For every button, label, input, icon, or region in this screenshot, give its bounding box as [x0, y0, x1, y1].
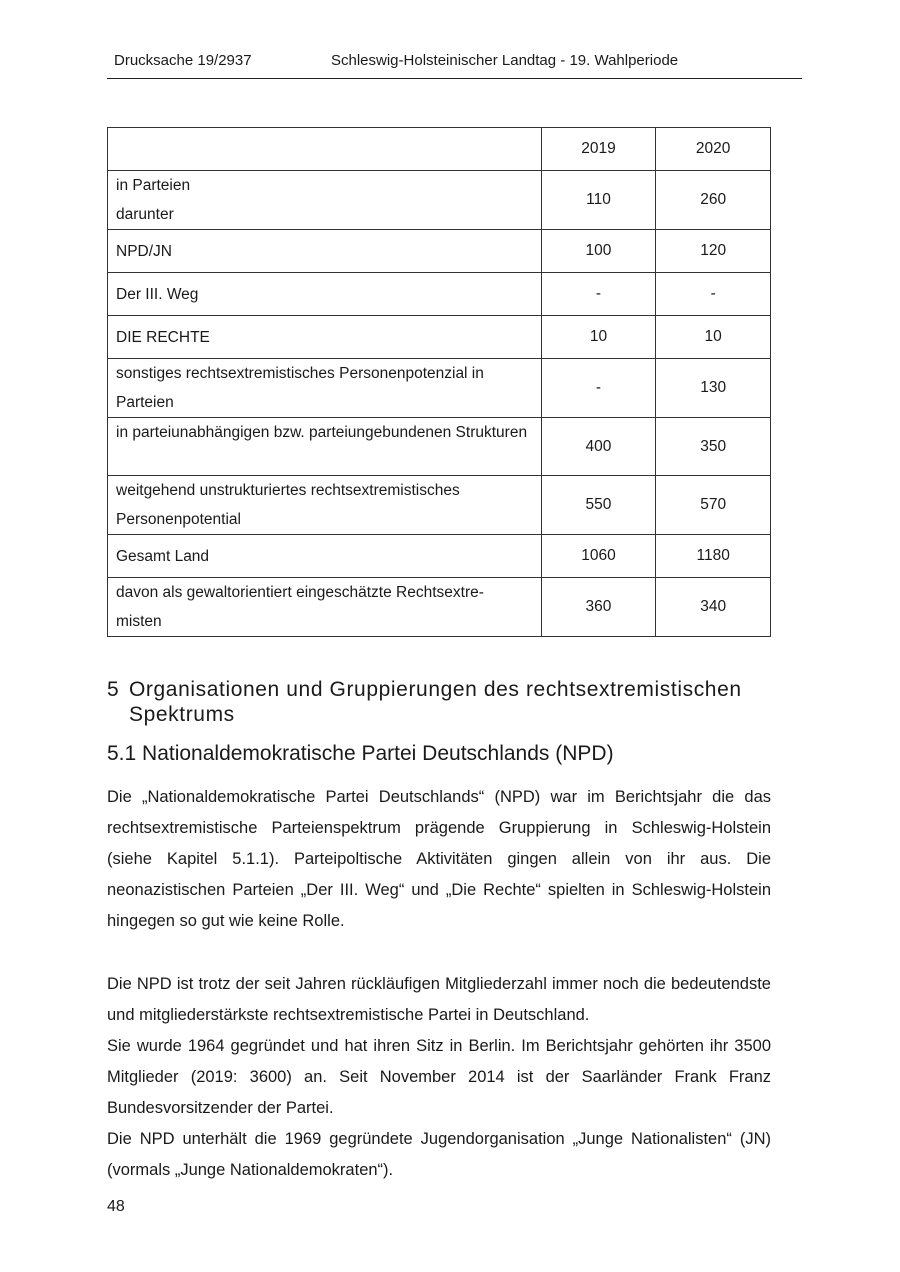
value-2020: 350	[656, 418, 771, 476]
row-label: weitgehend unstrukturiertes rechtsextremistisches Personenpotential	[108, 476, 542, 535]
value-2019: 1060	[541, 535, 656, 578]
table-row	[108, 316, 771, 359]
table-header-cell: 2019	[541, 128, 656, 171]
row-label	[108, 578, 542, 637]
value-2020: 130	[656, 359, 771, 418]
row-label: Der III. Weg	[108, 273, 542, 316]
row-label: NPD/JN	[108, 230, 542, 273]
table-row	[108, 418, 771, 476]
document-number: Drucksache 19/2937	[114, 52, 252, 69]
section-heading	[107, 677, 771, 727]
row-label	[108, 171, 542, 230]
value-2019: 550	[541, 476, 656, 535]
section-title-line2: Spektrums	[129, 703, 235, 726]
value-2019: 110	[541, 171, 656, 230]
row-label-text: in Parteien darunter	[116, 177, 191, 223]
body-paragraph: Die „Nationaldemokratische Partei Deutschlands“ (NPD) war im Berichtsjahr die das rechtsextremistische Parteienspektrum prägende Gruppierung in Schleswig-Holstein (siehe Kapitel 5.1.1). Parteipoltische Aktivitäten gingen allein von ihr aus. Die neonazistischen Parteien „Der III. Weg“ und „Die Rechte“ spielten in Schleswig-Holstein hingegen so gut wie keine Rolle.	[107, 788, 771, 930]
statistics-table	[107, 127, 771, 637]
value-2019: 360	[541, 578, 656, 637]
value-2019: 400	[541, 418, 656, 476]
table-row	[108, 230, 771, 273]
value-2019: -	[541, 359, 656, 418]
body-paragraph: Sie wurde 1964 gegründet und hat ihren Sitz in Berlin. Im Berichtsjahr gehörten ihr 3500 Mitglieder (2019: 3600) an. Seit November 2014 ist der Saarländer Frank Franz Bundesvorsitzender der Partei.	[107, 1037, 771, 1117]
table-row	[108, 578, 771, 637]
parliament-title: Schleswig-Holsteinischer Landtag - 19. Wahlperiode	[331, 52, 679, 69]
value-2019: -	[541, 273, 656, 316]
value-2020: 260	[656, 171, 771, 230]
value-2020: 1180	[656, 535, 771, 578]
page-number: 48	[107, 1198, 125, 1215]
value-2020: 340	[656, 578, 771, 637]
table-row	[108, 273, 771, 316]
row-label: DIE RECHTE	[108, 316, 542, 359]
table-header-row	[108, 128, 771, 171]
value-2020: -	[656, 273, 771, 316]
section-number: 5	[107, 678, 119, 701]
value-2020: 10	[656, 316, 771, 359]
row-label: in parteiunabhängigen bzw. parteiungebundenen Strukturen	[108, 418, 542, 476]
value-2020: 120	[656, 230, 771, 273]
table-header-cell	[108, 128, 542, 171]
table-row	[108, 476, 771, 535]
row-label-text: davon als gewaltorientiert eingeschätzte Rechtsextre- misten	[116, 584, 484, 630]
table-row	[108, 171, 771, 230]
subsection-heading: 5.1 Nationaldemokratische Partei Deutschlands (NPD)	[107, 742, 614, 765]
table-row	[108, 535, 771, 578]
table-row	[108, 359, 771, 418]
section-title-line1: Organisationen und Gruppierungen des rechtsextremistischen	[129, 678, 742, 701]
table-header-cell: 2020	[656, 128, 771, 171]
row-label: Gesamt Land	[108, 535, 542, 578]
page-header	[107, 52, 802, 79]
body-paragraph: Die NPD unterhält die 1969 gegründete Jugendorganisation „Junge Nationalisten“ (JN) (vormals „Junge Nationaldemokraten“).	[107, 1130, 771, 1179]
row-label: sonstiges rechtsextremistisches Personenpotenzial in Parteien	[108, 359, 542, 418]
value-2020: 570	[656, 476, 771, 535]
value-2019: 100	[541, 230, 656, 273]
body-paragraph: Die NPD ist trotz der seit Jahren rückläufigen Mitgliederzahl immer noch die bedeutendste und mitgliederstärkste rechtsextremistische Partei in Deutschland.	[107, 975, 771, 1024]
value-2019: 10	[541, 316, 656, 359]
